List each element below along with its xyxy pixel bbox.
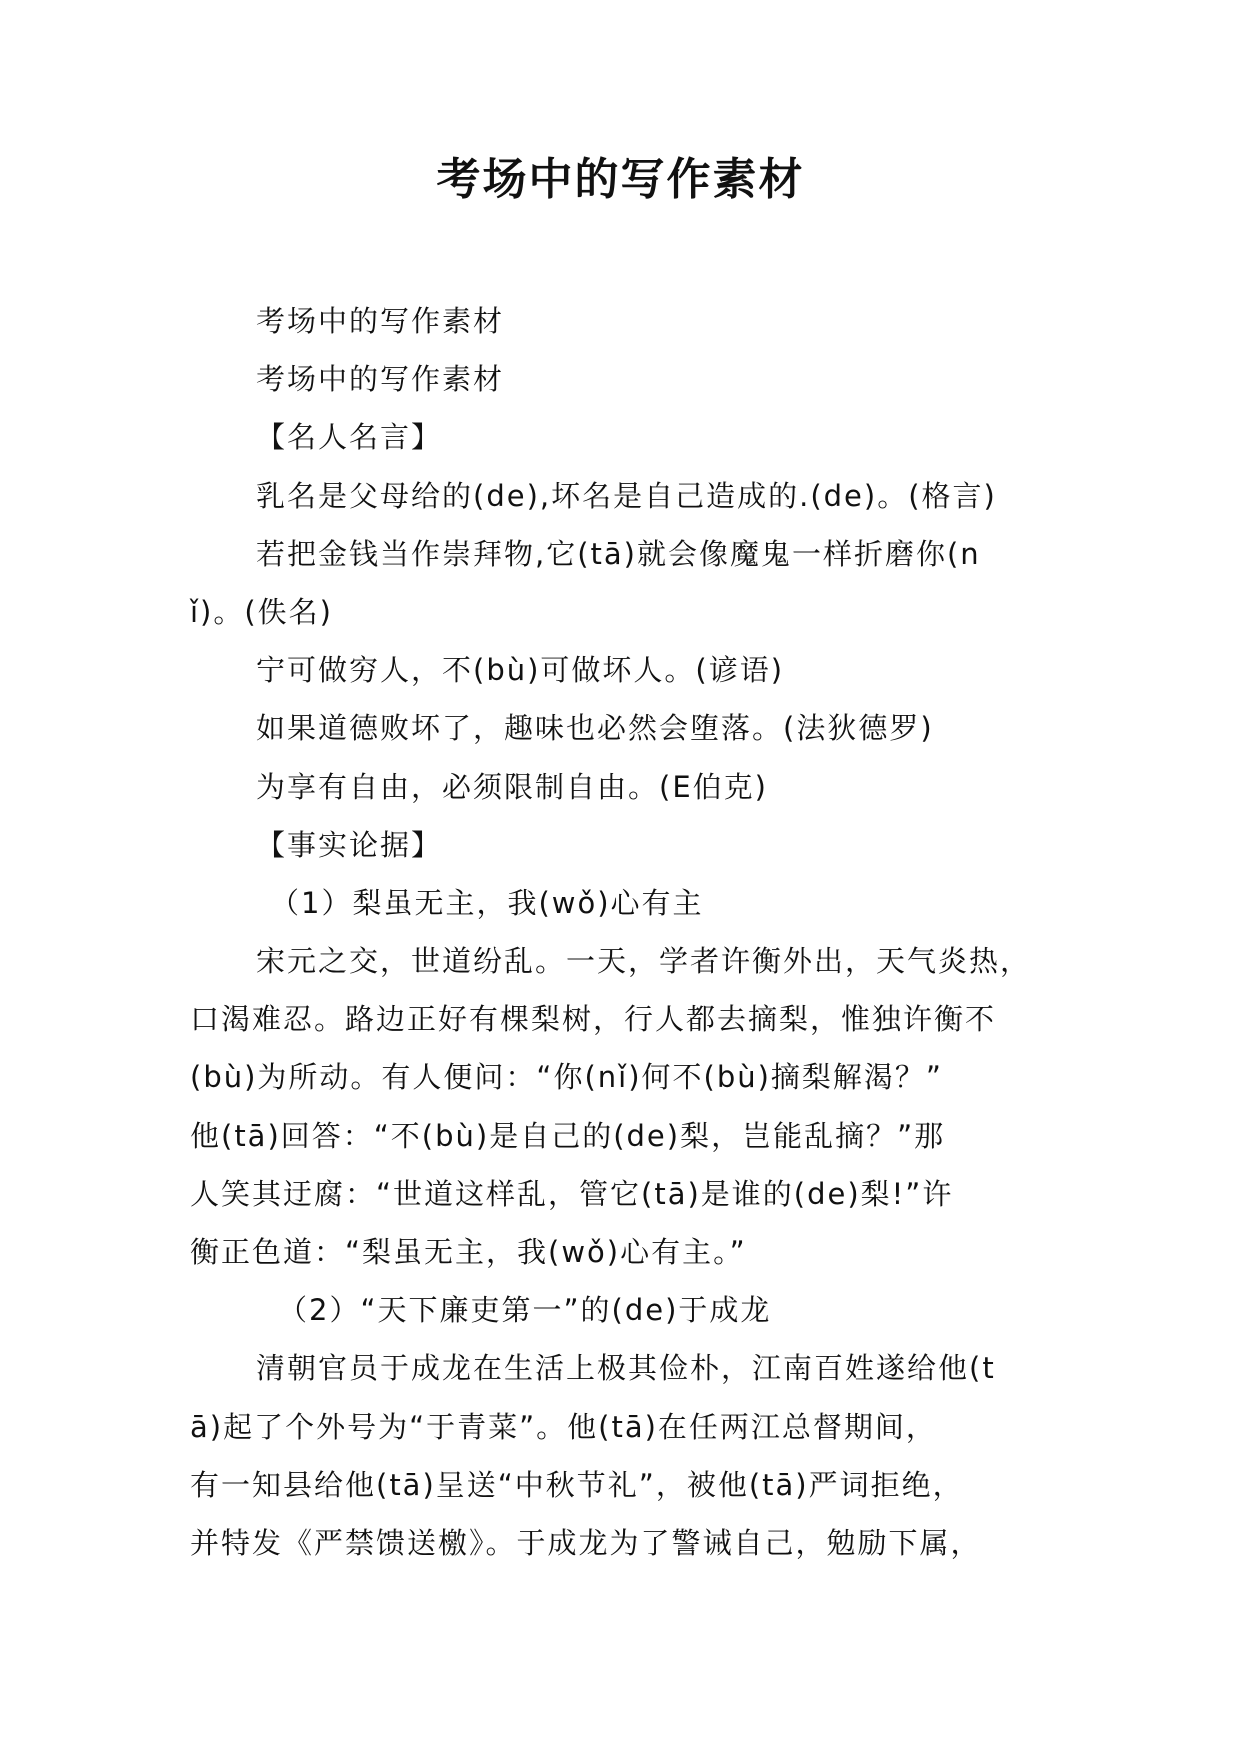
paragraph-line: 宋元之交，世道纷乱。一天，学者许衡外出，天气炎热，: [256, 944, 1032, 979]
paragraph-line: 他(tā)回答：“不(bù)是自己的(de)梨，岂能乱摘？”那: [190, 1118, 946, 1153]
quote-line: 为享有自由，必须限制自由。(E伯克): [256, 769, 768, 804]
paragraph-line: (bù)为所动。有人便问：“你(nǐ)何不(bù)摘梨解渴？”: [190, 1060, 943, 1095]
section-heading: 【名人名言】: [256, 420, 443, 455]
section-heading: 【事实论据】: [256, 827, 443, 862]
quote-line: 乳名是父母给的(de),坏名是自己造成的.(de)。(格言): [256, 478, 997, 513]
subheading: （2）“天下廉吏第一”的(de)于成龙: [278, 1293, 772, 1328]
paragraph-line: 有一知县给他(tā)呈送“中秋节礼”，被他(tā)严词拒绝，: [190, 1467, 964, 1502]
paragraph-line: 人笑其迂腐：“世道这样乱，管它(tā)是谁的(de)梨!”许: [190, 1176, 954, 1211]
paragraph-line: ā)起了个外号为“于青菜”。他(tā)在任两江总督期间，: [190, 1409, 937, 1444]
paragraph-line: 考场中的写作素材: [256, 362, 505, 397]
paragraph-line: 口渴难忍。路边正好有棵梨树，行人都去摘梨，惟独许衡不: [190, 1002, 997, 1037]
paragraph-line: 衡正色道：“梨虽无主，我(wǒ)心有主。”: [190, 1235, 747, 1269]
document-body: [190, 292, 1060, 1572]
paragraph-line: 考场中的写作素材: [256, 304, 505, 338]
quote-line: 如果道德败坏了，趣味也必然会堕落。(法狄德罗): [256, 711, 934, 746]
paragraph-line: 清朝官员于成龙在生活上极其俭朴，江南百姓遂给他(t: [256, 1351, 996, 1386]
subheading: （1）梨虽无主，我(wǒ)心有主: [270, 885, 704, 920]
quote-line: ǐ)。(佚名): [190, 594, 333, 629]
quote-line: 若把金钱当作崇拜物,它(tā)就会像魔鬼一样折磨你(n: [256, 536, 981, 571]
document-title: 考场中的写作素材: [436, 154, 805, 205]
quote-line: 宁可做穷人，不(bù)可做坏人。(谚语): [256, 653, 785, 688]
paragraph-line: 并特发《严禁馈送檄》。于成龙为了警诫自己，勉励下属，: [190, 1525, 982, 1560]
